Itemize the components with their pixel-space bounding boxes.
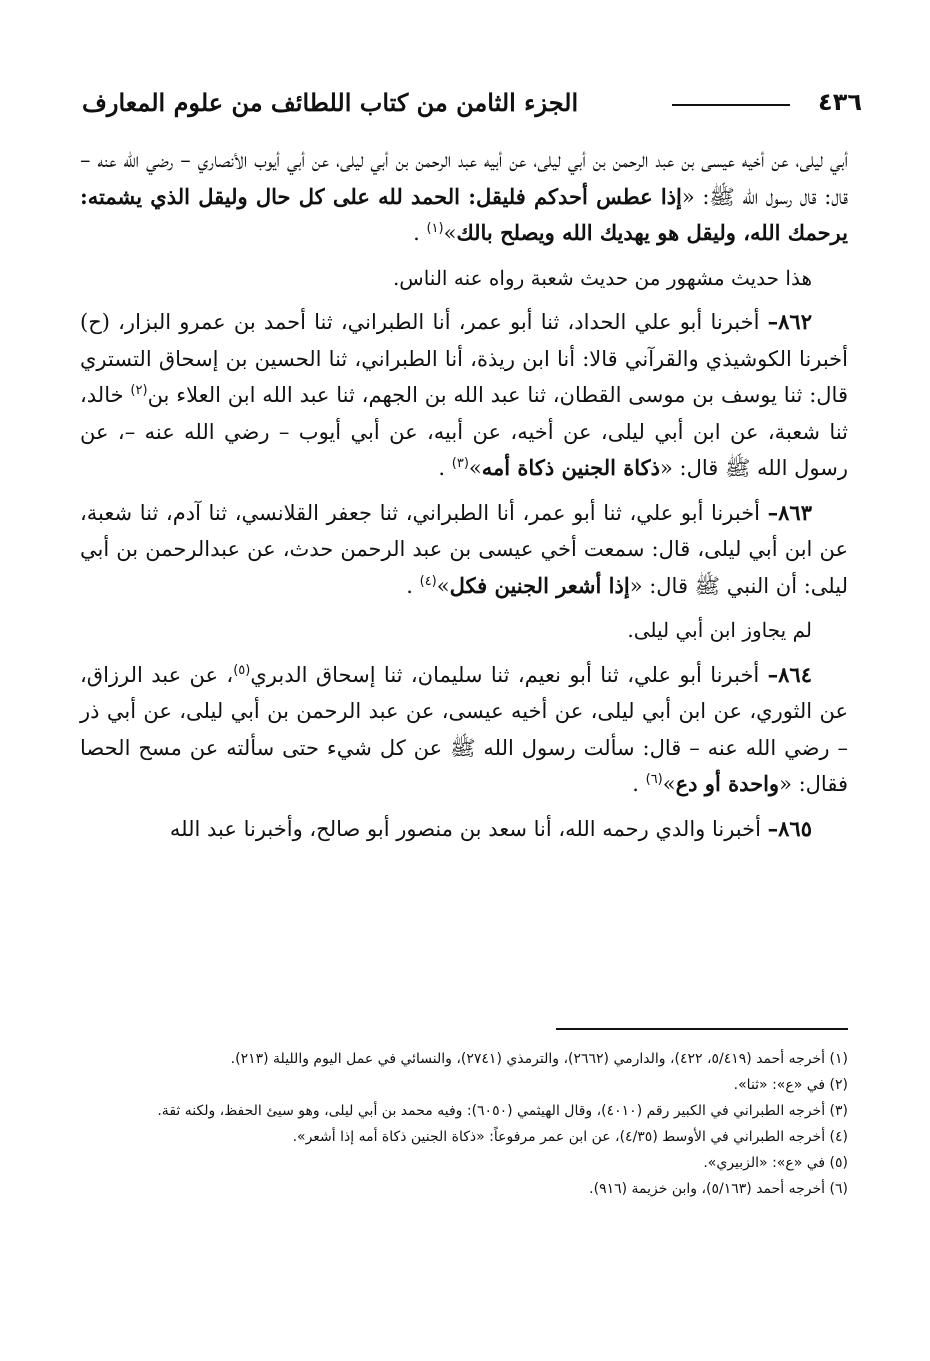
footnote-item: (٢) في «ع»: «ثنا». <box>733 1077 848 1093</box>
quote-close: » <box>468 456 482 480</box>
hadith-number: ٨٦٥– <box>767 815 812 841</box>
header-rule <box>672 104 790 106</box>
text-span: ، عن عبد الرزاق، عن الثوري، عن ابن أبي ليلى، عن أخيه عيسى، عن عبد الرحمن بن أبي ليلى، عن أبي ذر – رضي الله عنه – قال: سألت رسول الله ﷺ عن كل شيء حتى سألته عن مسح الحصا فقال: « <box>80 662 848 796</box>
hadith-paragraph-865 <box>80 811 848 848</box>
hadith-number: ٨٦٢– <box>767 309 812 334</box>
page-header <box>82 88 862 122</box>
footnote-ref: (٤) <box>419 573 437 589</box>
quote-close: » <box>662 772 676 796</box>
footnote-ref: (٦) <box>645 772 663 787</box>
text-span: . <box>406 573 413 598</box>
footnote-item: (٥) في «ع»: «الزبيري». <box>703 1155 848 1171</box>
footnote-ref: (٢) <box>130 383 148 398</box>
text-span: أخبرنا أبو علي، ثنا أبو عمر، أنا الطبراني، ثنا جعفر القلانسي، ثنا آدم، ثنا شعبة، عن ابن أبي ليلى، قال: سمعت أخي عيسى بن عبد الرحمن حدث، عن عبدالرحمن بن أبي ليلى: أن النبي ﷺ قال: « <box>80 500 848 598</box>
editorial-note <box>80 612 848 649</box>
running-title: الجزء الثامن من كتاب اللطائف من علوم المعارف <box>82 88 579 117</box>
footnote-item: (١) أخرجه أحمد (٥/٤١٩، ٤٢٢)، والدارمي (٢٦٦٢)، والترمذي (٢٧٤١)، والنسائي في عمل اليوم والليلة (٢١٣). <box>230 1051 848 1067</box>
text-span: أخبرنا أبو علي، ثنا أبو نعيم، ثنا سليمان، ثنا إسحاق الدبري <box>250 662 760 687</box>
text-span: أخبرنا أبو علي الحداد، ثنا أبو عمر، أنا الطبراني، ثنا أحمد بن عمرو البزار، (ح) أخبرنا الكوشيذي والقرآني قالا: أنا ابن ريذة، أنا الطبراني، ثنا الحسين بن إسحاق التستري قال: ثنا يوسف بن موسى القطان، ثنا عبد الله بن الجهم، ثنا عبد الله ابن العلاء بن <box>80 310 848 407</box>
quote-close: » <box>436 573 450 598</box>
text-span: لم يجاوز ابن أبي ليلى. <box>627 618 812 642</box>
text-span: . <box>413 221 420 245</box>
footnote-item: (٦) أخرجه أحمد (٥/١٦٣)، وابن خزيمة (٩١٦). <box>589 1181 848 1197</box>
editorial-note <box>80 260 848 297</box>
main-text <box>80 142 848 855</box>
hadith-text: إذا أشعر الجنين فكل <box>449 572 630 598</box>
hadith-number: ٨٦٣– <box>767 499 812 525</box>
hadith-paragraph-863 <box>80 495 848 605</box>
hadith-text: ذكاة الجنين ذكاة أمه <box>481 455 661 480</box>
footnote-ref: (١) <box>426 221 444 236</box>
text-span: هذا حديث مشهور من حديث شعبة رواه عنه الناس. <box>392 265 812 290</box>
footnotes <box>76 1046 848 1202</box>
footnote-separator <box>556 1028 848 1030</box>
footnote-item: (٤) أخرجه الطبراني في الأوسط (٤/٣٥)، عن ابن عمر مرفوعاً: «ذكاة الجنين ذكاة أمه إذا أشعر». <box>292 1129 848 1145</box>
page-number: ٤٣٦ <box>818 88 862 116</box>
hadith-text: واحدة أو دع <box>675 771 780 796</box>
text-span: أخبرنا والدي رحمه الله، أنا سعد بن منصور أبو صالح، وأخبرنا عبد الله <box>169 816 761 841</box>
text-span: أبي ليلى، عن أخيه عيسى بن عبد الرحمن بن أبي ليلى، عن أبيه عبد الرحمن بن أبي ليلى، عن أبي أيوب الأنصاري – رضي الله عنه – قال: قال رسول الله ﷺ: « <box>80 148 848 209</box>
footnote-ref: (٥) <box>233 662 251 678</box>
text-span: . <box>632 772 639 796</box>
footnote-item: (٣) أخرجه الطبراني في الكبير رقم (٤٠١٠)، وقال الهيثمي (٦٠٥٠): وفيه محمد بن أبي ليلى، وهو سيئ الحفظ، ولكنه ثقة. <box>157 1103 848 1119</box>
hadith-number: ٨٦٤– <box>767 661 812 687</box>
paragraph-continuation <box>80 142 848 252</box>
hadith-text: إذا عطس أحدكم فليقل: الحمد لله على كل حال وليقل الذي يشمته: يرحمك الله، وليقل هو يهديك الله ويصلح بالك <box>80 183 848 245</box>
hadith-paragraph-864 <box>80 657 848 803</box>
text-span: خالد، ثنا شعبة، عن ابن أبي ليلى، عن أخيه، عن أبيه، عن أبي أيوب – رضي الله عنه –، عن رسول الله ﷺ قال: « <box>80 383 848 480</box>
quote-close: » <box>443 221 457 245</box>
hadith-paragraph-862 <box>80 304 848 487</box>
footnote-ref: (٣) <box>451 456 469 471</box>
text-span: . <box>438 456 446 480</box>
